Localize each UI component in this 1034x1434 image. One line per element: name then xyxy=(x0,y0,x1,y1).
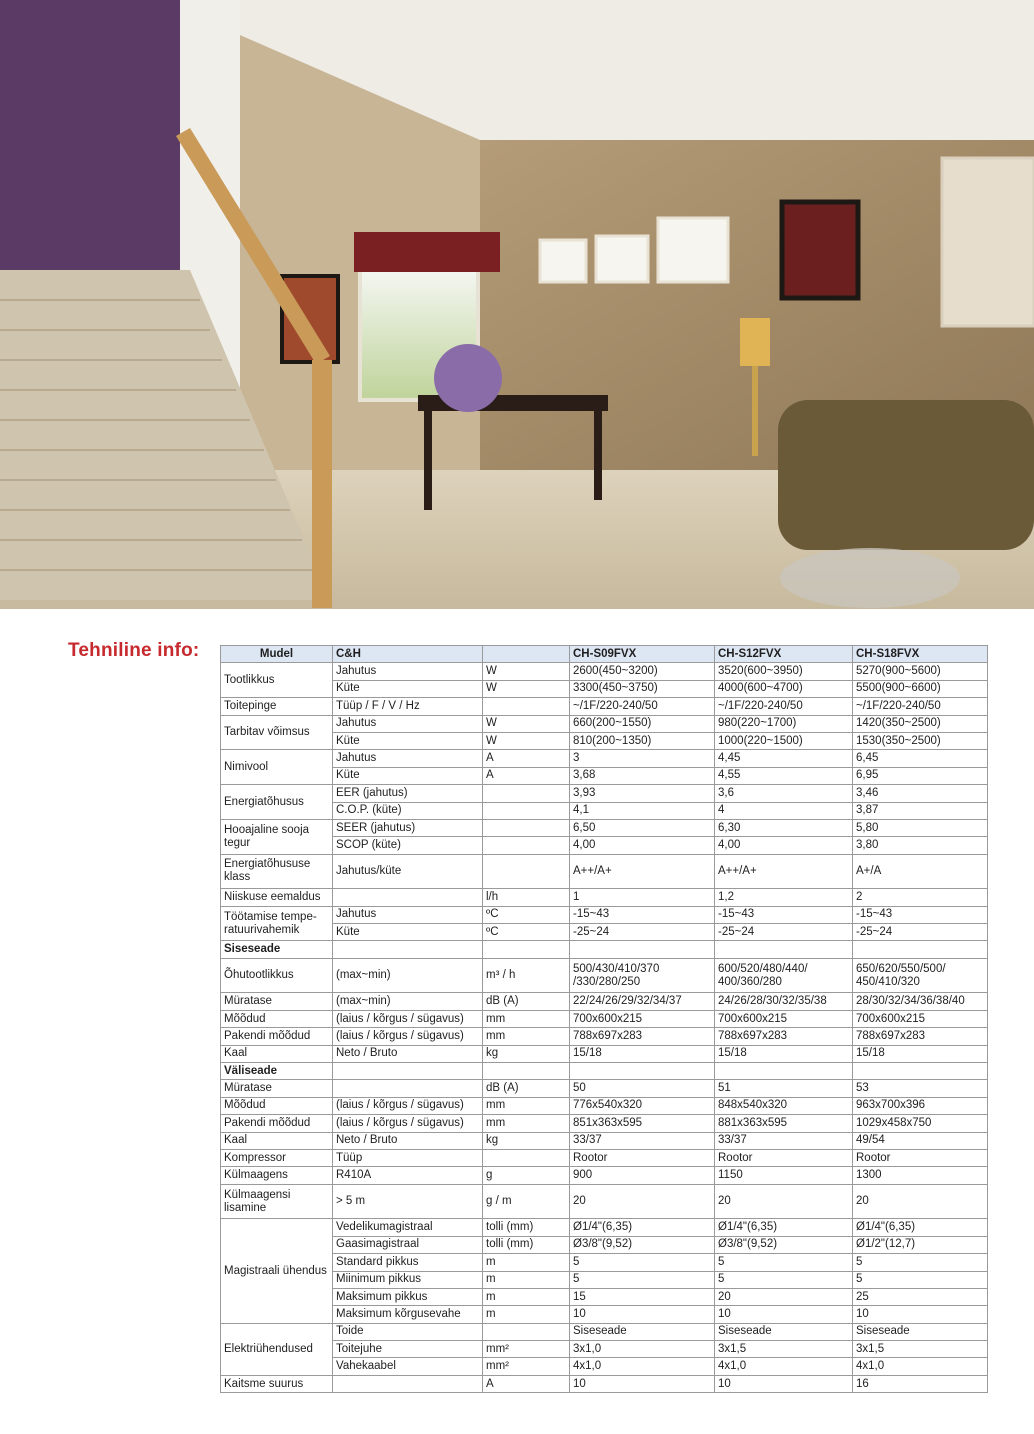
table-cell: ºC xyxy=(483,906,570,923)
table-cell: 4x1,0 xyxy=(853,1358,988,1375)
table-cell: m xyxy=(483,1271,570,1288)
row-label: Nimivool xyxy=(221,750,333,785)
window-1 xyxy=(540,240,586,282)
table-cell: 10 xyxy=(715,1375,853,1392)
table-cell: m xyxy=(483,1288,570,1305)
row-label: Hooajaline sooja tegur xyxy=(221,819,333,854)
table-cell: 4 xyxy=(715,802,853,819)
table-cell: 4,00 xyxy=(715,837,853,854)
table-cell: -25~24 xyxy=(570,924,715,941)
table-row xyxy=(221,1288,988,1305)
mirror xyxy=(942,158,1034,326)
table-cell: 3,80 xyxy=(853,837,988,854)
table-cell: 5 xyxy=(715,1254,853,1271)
glass-table xyxy=(780,548,960,608)
valance xyxy=(354,232,500,272)
table-cell: 1 xyxy=(570,889,715,906)
table-cell: Tüüp xyxy=(333,1149,483,1166)
table-cell xyxy=(483,802,570,819)
table-cell: Standard pikkus xyxy=(333,1254,483,1271)
table-cell: 963x700x396 xyxy=(853,1097,988,1114)
table-cell: Neto / Bruto xyxy=(333,1045,483,1062)
newel-post xyxy=(312,360,332,608)
table-cell: 20 xyxy=(853,1184,988,1219)
table-cell: 33/37 xyxy=(715,1132,853,1149)
row-label: Külmaagens xyxy=(221,1167,333,1184)
table-cell: 4x1,0 xyxy=(715,1358,853,1375)
table-cell: W xyxy=(483,663,570,680)
table-cell: Vahekaabel xyxy=(333,1358,483,1375)
table-cell: Maksimum kõrgusevahe xyxy=(333,1306,483,1323)
table-cell: W xyxy=(483,680,570,697)
table-cell xyxy=(483,1323,570,1340)
table-cell: 5 xyxy=(715,1271,853,1288)
table-cell: 10 xyxy=(715,1306,853,1323)
table-cell: mm² xyxy=(483,1358,570,1375)
table-row xyxy=(221,837,988,854)
table-cell: 2600(450~3200) xyxy=(570,663,715,680)
table-cell: Rootor xyxy=(715,1149,853,1166)
row-label: Tarbitav võimsus xyxy=(221,715,333,750)
table-cell: 4000(600~4700) xyxy=(715,680,853,697)
table-cell: g xyxy=(483,1167,570,1184)
row-label: Toitepinge xyxy=(221,698,333,715)
table-cell: EER (jahutus) xyxy=(333,785,483,802)
table-cell: 660(200~1550) xyxy=(570,715,715,732)
table-cell: A xyxy=(483,767,570,784)
table-cell: (laius / kõrgus / sügavus) xyxy=(333,1097,483,1114)
table-row xyxy=(221,1375,988,1392)
header-cell: C&H xyxy=(333,646,483,663)
header-cell xyxy=(483,646,570,663)
table-cell: mm xyxy=(483,1028,570,1045)
table-cell: ~/1F/220-240/50 xyxy=(570,698,715,715)
table-cell: Küte xyxy=(333,680,483,697)
table-cell: 1150 xyxy=(715,1167,853,1184)
table-cell: mm xyxy=(483,1010,570,1027)
table-cell: 900 xyxy=(570,1167,715,1184)
row-label: Magistraali ühendus xyxy=(221,1219,333,1323)
row-label: Pakendi mõõdud xyxy=(221,1028,333,1045)
table-cell: mm xyxy=(483,1115,570,1132)
table-row xyxy=(221,1080,988,1097)
table-row xyxy=(221,1271,988,1288)
table-cell: Siseseade xyxy=(570,1323,715,1340)
table-cell: l/h xyxy=(483,889,570,906)
table-cell: 1000(220~1500) xyxy=(715,732,853,749)
table-cell: 4x1,0 xyxy=(570,1358,715,1375)
table-cell: 25 xyxy=(853,1288,988,1305)
table-cell: 2 xyxy=(853,889,988,906)
section-label: Väliseade xyxy=(221,1063,333,1080)
table-cell: 5500(900~6600) xyxy=(853,680,988,697)
table-cell: 6,95 xyxy=(853,767,988,784)
table-cell xyxy=(483,1149,570,1166)
table-cell: Toitejuhe xyxy=(333,1341,483,1358)
table-cell: Jahutus xyxy=(333,750,483,767)
table-cell: 15 xyxy=(570,1288,715,1305)
table-cell: 5 xyxy=(570,1271,715,1288)
table-cell: 3,6 xyxy=(715,785,853,802)
table-row xyxy=(221,767,988,784)
table-cell: > 5 m xyxy=(333,1184,483,1219)
table-cell xyxy=(333,1375,483,1392)
table-cell: 15/18 xyxy=(853,1045,988,1062)
table-cell: 788x697x283 xyxy=(715,1028,853,1045)
row-label: Müratase xyxy=(221,993,333,1010)
table-cell: 6,30 xyxy=(715,819,853,836)
table-row xyxy=(221,1254,988,1271)
table-row xyxy=(221,1341,988,1358)
table-cell: 20 xyxy=(570,1184,715,1219)
table-cell xyxy=(483,941,570,958)
table-cell xyxy=(333,1063,483,1080)
row-label: Töötamise tempe-ratuurivahemik xyxy=(221,906,333,941)
table-cell: 1530(350~2500) xyxy=(853,732,988,749)
table-cell: 851x363x595 xyxy=(570,1115,715,1132)
table-cell: m xyxy=(483,1254,570,1271)
table-header-row xyxy=(221,646,988,663)
hero-photo xyxy=(0,0,1034,609)
table-cell: 1420(350~2500) xyxy=(853,715,988,732)
table-row xyxy=(221,993,988,1010)
section-row-indoor xyxy=(221,941,988,958)
table-cell: tolli (mm) xyxy=(483,1236,570,1253)
window-2 xyxy=(596,236,648,282)
table-cell: Jahutus xyxy=(333,715,483,732)
table-cell: A++/A+ xyxy=(570,854,715,889)
table-cell: 5 xyxy=(853,1271,988,1288)
table-cell: dB (A) xyxy=(483,993,570,1010)
lamp-shade xyxy=(740,318,770,366)
table-cell: 500/430/410/370 /330/280/250 xyxy=(570,958,715,993)
table-cell: 28/30/32/34/36/38/40 xyxy=(853,993,988,1010)
table-cell: 5270(900~5600) xyxy=(853,663,988,680)
table-row xyxy=(221,785,988,802)
table-cell: 3,68 xyxy=(570,767,715,784)
table-cell: Siseseade xyxy=(715,1323,853,1340)
row-label: Mõõdud xyxy=(221,1010,333,1027)
table-cell: -25~24 xyxy=(715,924,853,941)
table-cell: 24/26/28/30/32/35/38 xyxy=(715,993,853,1010)
table-cell: 788x697x283 xyxy=(853,1028,988,1045)
table-row xyxy=(221,1167,988,1184)
table-cell: A++/A+ xyxy=(715,854,853,889)
table-cell: C.O.P. (küte) xyxy=(333,802,483,819)
table-cell: 10 xyxy=(853,1306,988,1323)
table-cell: 1300 xyxy=(853,1167,988,1184)
row-label: Kaal xyxy=(221,1132,333,1149)
table-cell xyxy=(570,1063,715,1080)
table-cell: 3,87 xyxy=(853,802,988,819)
table-row xyxy=(221,802,988,819)
table-cell: 700x600x215 xyxy=(715,1010,853,1027)
table-cell: Maksimum pikkus xyxy=(333,1288,483,1305)
table-row xyxy=(221,1010,988,1027)
table-cell: 22/24/26/29/32/34/37 xyxy=(570,993,715,1010)
table-cell: tolli (mm) xyxy=(483,1219,570,1236)
header-cell: CH-S12FVX xyxy=(715,646,853,663)
table-cell: 33/37 xyxy=(570,1132,715,1149)
table-cell: 15/18 xyxy=(570,1045,715,1062)
table-cell: -15~43 xyxy=(570,906,715,923)
table-cell: Gaasimagistraal xyxy=(333,1236,483,1253)
table-cell: Jahutus xyxy=(333,906,483,923)
table-cell: Ø1/4"(6,35) xyxy=(853,1219,988,1236)
table-row xyxy=(221,854,988,889)
table-cell: Rootor xyxy=(570,1149,715,1166)
table-row xyxy=(221,1097,988,1114)
table-cell: kg xyxy=(483,1045,570,1062)
table-cell: 16 xyxy=(853,1375,988,1392)
table-cell: Ø1/4"(6,35) xyxy=(715,1219,853,1236)
table-cell: 4,45 xyxy=(715,750,853,767)
table-cell: 3520(600~3950) xyxy=(715,663,853,680)
table-cell: 980(220~1700) xyxy=(715,715,853,732)
table-cell: (max~min) xyxy=(333,993,483,1010)
table-cell xyxy=(483,698,570,715)
table-cell: A+/A xyxy=(853,854,988,889)
table-cell: 3x1,5 xyxy=(715,1341,853,1358)
table-cell: Küte xyxy=(333,924,483,941)
table-cell: 3x1,0 xyxy=(570,1341,715,1358)
table-cell xyxy=(483,1063,570,1080)
header-cell: Mudel xyxy=(221,646,333,663)
row-label: Energiatõhususe klass xyxy=(221,854,333,889)
row-label: Kaal xyxy=(221,1045,333,1062)
table-cell: ~/1F/220-240/50 xyxy=(715,698,853,715)
table-cell: 50 xyxy=(570,1080,715,1097)
table-row xyxy=(221,1236,988,1253)
table-cell: (laius / kõrgus / sügavus) xyxy=(333,1028,483,1045)
table-cell: g / m xyxy=(483,1184,570,1219)
window-3 xyxy=(658,218,728,282)
row-label: Kompressor xyxy=(221,1149,333,1166)
table-cell: m³ / h xyxy=(483,958,570,993)
table-cell: Tüüp / F / V / Hz xyxy=(333,698,483,715)
table-cell: 5 xyxy=(853,1254,988,1271)
table-cell xyxy=(483,837,570,854)
table-row xyxy=(221,1306,988,1323)
table-row xyxy=(221,924,988,941)
table-cell: 6,50 xyxy=(570,819,715,836)
table-row xyxy=(221,906,988,923)
table-cell: 1,2 xyxy=(715,889,853,906)
section-heading: Tehniline info: xyxy=(68,640,200,661)
table-cell xyxy=(570,941,715,958)
table-cell xyxy=(853,1063,988,1080)
table-cell: 5,80 xyxy=(853,819,988,836)
table-cell: 600/520/480/440/ 400/360/280 xyxy=(715,958,853,993)
table-cell: Ø3/8"(9,52) xyxy=(570,1236,715,1253)
row-label: Energiatõhusus xyxy=(221,785,333,820)
purple-wall xyxy=(0,0,180,270)
table-row xyxy=(221,819,988,836)
table-cell: A xyxy=(483,1375,570,1392)
table-cell: 20 xyxy=(715,1184,853,1219)
table-cell: Toide xyxy=(333,1323,483,1340)
table-cell: 3x1,5 xyxy=(853,1341,988,1358)
section-label: Siseseade xyxy=(221,941,333,958)
table-cell: 15/18 xyxy=(715,1045,853,1062)
table-row xyxy=(221,1358,988,1375)
table-cell: 3,46 xyxy=(853,785,988,802)
table-cell xyxy=(483,854,570,889)
table-cell: -25~24 xyxy=(853,924,988,941)
table-row xyxy=(221,663,988,680)
table-cell: 1029x458x750 xyxy=(853,1115,988,1132)
table-cell: Vedelikumagistraal xyxy=(333,1219,483,1236)
table-cell: (max~min) xyxy=(333,958,483,993)
table-cell: 4,1 xyxy=(570,802,715,819)
row-label: Külmaagensi lisamine xyxy=(221,1184,333,1219)
centerpiece xyxy=(434,344,502,412)
table-row xyxy=(221,715,988,732)
table-cell xyxy=(853,941,988,958)
table-row xyxy=(221,1219,988,1236)
row-label: Müratase xyxy=(221,1080,333,1097)
row-label: Pakendi mõõdud xyxy=(221,1115,333,1132)
table-cell: 3,93 xyxy=(570,785,715,802)
row-label: Õhutootlikkus xyxy=(221,958,333,993)
table-row xyxy=(221,1132,988,1149)
table-cell: 848x540x320 xyxy=(715,1097,853,1114)
table-cell: 700x600x215 xyxy=(853,1010,988,1027)
table-cell: Ø3/8"(9,52) xyxy=(715,1236,853,1253)
table-row xyxy=(221,732,988,749)
table-row xyxy=(221,680,988,697)
table-cell: Ø1/4"(6,35) xyxy=(570,1219,715,1236)
table-cell xyxy=(333,941,483,958)
table-row xyxy=(221,1323,988,1340)
table-cell: A xyxy=(483,750,570,767)
table-cell: -15~43 xyxy=(853,906,988,923)
table-row xyxy=(221,698,988,715)
table-row xyxy=(221,1028,988,1045)
table-cell: 700x600x215 xyxy=(570,1010,715,1027)
table-row xyxy=(221,750,988,767)
table-row xyxy=(221,1149,988,1166)
table-cell: 881x363x595 xyxy=(715,1115,853,1132)
table-cell: m xyxy=(483,1306,570,1323)
table-cell: 4,00 xyxy=(570,837,715,854)
table-cell: SEER (jahutus) xyxy=(333,819,483,836)
table-cell xyxy=(715,1063,853,1080)
table-cell: SCOP (küte) xyxy=(333,837,483,854)
table-cell xyxy=(483,819,570,836)
table-cell: Rootor xyxy=(853,1149,988,1166)
table-cell xyxy=(333,1080,483,1097)
table-row xyxy=(221,958,988,993)
row-label: Elektriühendused xyxy=(221,1323,333,1375)
table-cell: W xyxy=(483,715,570,732)
table-cell: R410A xyxy=(333,1167,483,1184)
table-cell: Jahutus xyxy=(333,663,483,680)
table-cell: -15~43 xyxy=(715,906,853,923)
header-cell: CH-S18FVX xyxy=(853,646,988,663)
table-cell: 4,55 xyxy=(715,767,853,784)
table-cell: Miinimum pikkus xyxy=(333,1271,483,1288)
table-row xyxy=(221,1115,988,1132)
table-cell: 788x697x283 xyxy=(570,1028,715,1045)
row-label: Kaitsme suurus xyxy=(221,1375,333,1392)
table-cell: 10 xyxy=(570,1306,715,1323)
table-cell: 5 xyxy=(570,1254,715,1271)
table-cell: Ø1/2"(12,7) xyxy=(853,1236,988,1253)
table-cell: mm² xyxy=(483,1341,570,1358)
table-cell: 3 xyxy=(570,750,715,767)
table-cell: Neto / Bruto xyxy=(333,1132,483,1149)
table-cell: 3300(450~3750) xyxy=(570,680,715,697)
table-cell: Jahutus/küte xyxy=(333,854,483,889)
table-cell: (laius / kõrgus / sügavus) xyxy=(333,1010,483,1027)
row-label: Mõõdud xyxy=(221,1097,333,1114)
table-cell: dB (A) xyxy=(483,1080,570,1097)
spec-table xyxy=(220,645,988,1393)
table-cell: 810(200~1350) xyxy=(570,732,715,749)
table-cell: 10 xyxy=(570,1375,715,1392)
table-cell xyxy=(715,941,853,958)
table-row xyxy=(221,1045,988,1062)
table-row xyxy=(221,889,988,906)
table-cell: ºC xyxy=(483,924,570,941)
table-cell: 20 xyxy=(715,1288,853,1305)
table-row xyxy=(221,1184,988,1219)
table-cell xyxy=(483,785,570,802)
table-cell: 650/620/550/500/ 450/410/320 xyxy=(853,958,988,993)
table-cell: 49/54 xyxy=(853,1132,988,1149)
table-cell: 776x540x320 xyxy=(570,1097,715,1114)
row-label: Niiskuse eemaldus xyxy=(221,889,333,906)
table-cell: W xyxy=(483,732,570,749)
row-label: Tootlikkus xyxy=(221,663,333,698)
table-cell: mm xyxy=(483,1097,570,1114)
table-cell: ~/1F/220-240/50 xyxy=(853,698,988,715)
header-cell: CH-S09FVX xyxy=(570,646,715,663)
section-row-outdoor xyxy=(221,1063,988,1080)
table-cell xyxy=(333,889,483,906)
table-cell: kg xyxy=(483,1132,570,1149)
sofa xyxy=(778,400,1034,550)
painting-right xyxy=(782,202,858,298)
table-cell: Küte xyxy=(333,732,483,749)
table-cell: 6,45 xyxy=(853,750,988,767)
table-cell: (laius / kõrgus / sügavus) xyxy=(333,1115,483,1132)
table-cell: Siseseade xyxy=(853,1323,988,1340)
table-cell: 53 xyxy=(853,1080,988,1097)
table-cell: Küte xyxy=(333,767,483,784)
table-cell: 51 xyxy=(715,1080,853,1097)
